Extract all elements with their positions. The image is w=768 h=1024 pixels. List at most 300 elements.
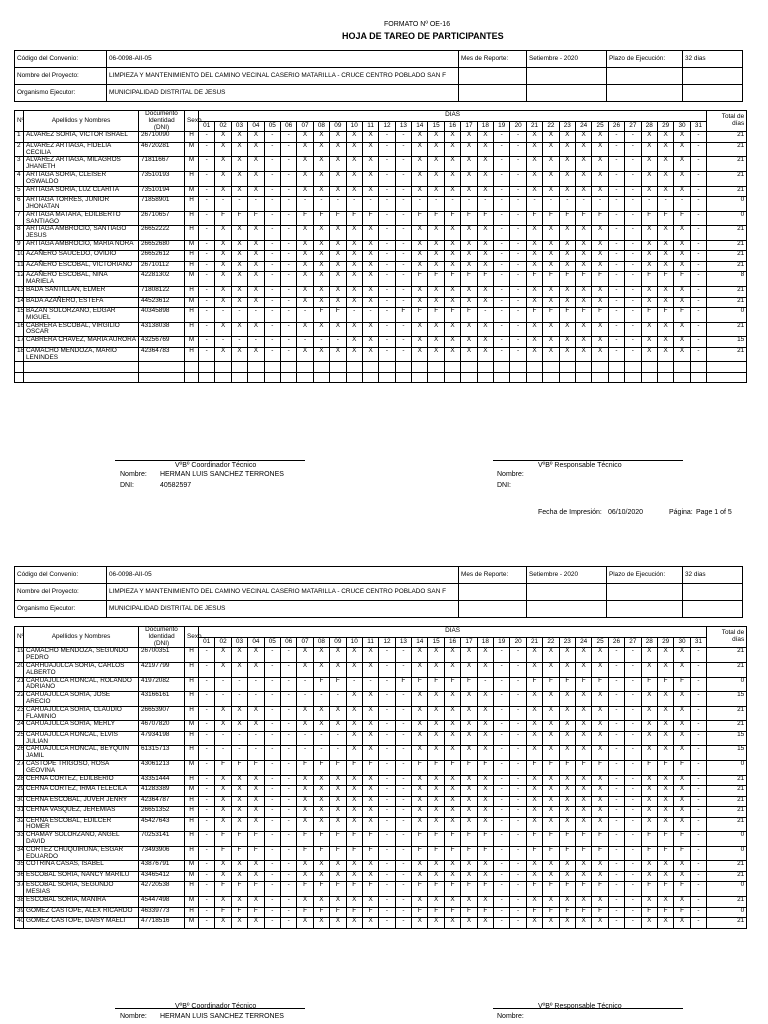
day-cell: - <box>625 786 641 797</box>
day-cell: X <box>559 706 575 721</box>
day-cell: - <box>690 211 706 226</box>
day-cell: X <box>346 721 362 732</box>
day-cell: - <box>494 240 510 251</box>
row-sex: H <box>185 882 199 897</box>
day-cell: X <box>674 786 690 797</box>
day-cell: - <box>625 172 641 187</box>
day-cell: X <box>526 337 542 348</box>
day-cell: X <box>215 347 231 362</box>
day-cell: X <box>362 871 378 882</box>
day-cell: F <box>362 907 378 918</box>
day-cell: - <box>494 706 510 721</box>
day-cell: X <box>428 648 444 663</box>
day-cell: - <box>264 871 280 882</box>
day-cell: - <box>494 297 510 308</box>
day-cell: - <box>494 861 510 872</box>
project-header-page2 <box>14 566 743 618</box>
day-cell: X <box>444 142 460 157</box>
day-cell: X <box>215 918 231 929</box>
day-cell: F <box>362 761 378 776</box>
day-cell: - <box>379 157 395 172</box>
day-cell: X <box>657 142 673 157</box>
day-cell: - <box>690 871 706 882</box>
day-cell: X <box>297 240 313 251</box>
day-cell: X <box>231 347 247 362</box>
row-number: 17 <box>15 337 24 348</box>
row-total: 21 <box>707 297 747 308</box>
row-dni: 41972082 <box>139 677 185 692</box>
day-cell: - <box>264 662 280 677</box>
day-cell: X <box>592 186 608 197</box>
day-cell: X <box>641 871 657 882</box>
day-cell: - <box>625 297 641 308</box>
row-sex: H <box>185 796 199 807</box>
day-header: 03 <box>231 637 247 648</box>
day-cell: - <box>494 817 510 832</box>
row-total: 21 <box>707 142 747 157</box>
day-cell: - <box>690 796 706 807</box>
day-cell: X <box>231 817 247 832</box>
day-cell: X <box>526 775 542 786</box>
row-sex: H <box>185 706 199 721</box>
day-cell: - <box>231 746 247 761</box>
day-cell: F <box>592 882 608 897</box>
day-cell: F <box>674 211 690 226</box>
day-cell: - <box>625 775 641 786</box>
day-cell: X <box>461 775 477 786</box>
day-cell: - <box>199 692 215 707</box>
table-row <box>15 731 747 746</box>
day-cell: X <box>297 786 313 797</box>
row-number: 27 <box>15 761 24 776</box>
day-cell: X <box>657 322 673 337</box>
col-documento: Documento Identidad (DNI) <box>139 627 185 648</box>
row-total: 21 <box>707 918 747 929</box>
day-cell: X <box>444 746 460 761</box>
day-header: 20 <box>510 121 526 132</box>
day-cell: F <box>215 832 231 847</box>
day-cell: X <box>641 796 657 807</box>
day-cell: X <box>477 648 493 663</box>
day-cell: X <box>412 337 428 348</box>
day-cell: X <box>477 322 493 337</box>
day-cell: X <box>412 775 428 786</box>
day-cell: F <box>559 272 575 287</box>
day-cell: X <box>641 261 657 272</box>
day-cell: - <box>395 240 411 251</box>
day-cell: X <box>559 721 575 732</box>
day-cell: X <box>313 287 329 298</box>
day-cell: - <box>395 746 411 761</box>
day-cell: F <box>477 846 493 861</box>
day-cell: F <box>461 272 477 287</box>
day-cell: - <box>608 261 624 272</box>
day-cell: X <box>215 251 231 262</box>
row-total: 21 <box>707 706 747 721</box>
day-cell: - <box>608 132 624 143</box>
day-cell: - <box>379 677 395 692</box>
day-cell: F <box>641 677 657 692</box>
day-header: 30 <box>674 121 690 132</box>
day-cell: X <box>444 157 460 172</box>
row-number: 13 <box>15 287 24 298</box>
day-cell: F <box>313 761 329 776</box>
day-cell: X <box>444 786 460 797</box>
day-cell: - <box>379 786 395 797</box>
day-cell: - <box>494 322 510 337</box>
row-name: CARUAJULCA RONCAL, ELVIS JULIAN <box>24 731 139 746</box>
day-cell: X <box>559 337 575 348</box>
day-cell: X <box>592 226 608 241</box>
day-cell: X <box>362 172 378 187</box>
day-cell: X <box>313 918 329 929</box>
day-cell: F <box>477 832 493 847</box>
table-row <box>15 211 747 226</box>
day-cell: F <box>313 211 329 226</box>
attendance-table-page2 <box>14 626 747 929</box>
day-cell: - <box>280 287 296 298</box>
label-proyecto: Nombre del Proyecto: <box>15 68 107 85</box>
day-cell: X <box>412 918 428 929</box>
row-dni: 45447498 <box>139 897 185 908</box>
day-cell: F <box>313 846 329 861</box>
row-sex: H <box>185 731 199 746</box>
day-cell: - <box>280 662 296 677</box>
day-cell: - <box>494 157 510 172</box>
day-header: 23 <box>559 637 575 648</box>
row-name: BAZAN SOLORZANO, EDGAR MIGUEL <box>24 308 139 323</box>
day-cell: X <box>215 186 231 197</box>
day-cell: - <box>280 172 296 187</box>
day-cell: - <box>297 308 313 323</box>
day-cell: X <box>297 287 313 298</box>
day-cell: X <box>559 918 575 929</box>
day-cell: X <box>346 240 362 251</box>
day-cell: X <box>346 132 362 143</box>
day-cell: X <box>592 775 608 786</box>
day-cell: X <box>231 240 247 251</box>
day-cell: F <box>592 761 608 776</box>
col-total: Total de días <box>707 111 747 132</box>
row-name: BADA AZAÑERO, ESTEFA <box>24 297 139 308</box>
day-cell: - <box>379 775 395 786</box>
row-number: 39 <box>15 907 24 918</box>
day-cell: F <box>248 211 264 226</box>
row-number: 24 <box>15 721 24 732</box>
day-cell: X <box>657 172 673 187</box>
table-row <box>15 197 747 212</box>
day-cell: - <box>510 142 526 157</box>
day-cell: - <box>510 761 526 776</box>
day-cell: X <box>477 775 493 786</box>
day-cell: F <box>412 308 428 323</box>
day-cell: F <box>657 308 673 323</box>
day-cell: - <box>608 761 624 776</box>
day-cell: X <box>231 897 247 908</box>
day-cell: X <box>412 347 428 362</box>
day-cell: X <box>297 796 313 807</box>
day-cell: X <box>477 871 493 882</box>
day-cell: - <box>264 746 280 761</box>
day-header: 21 <box>526 637 542 648</box>
day-cell: - <box>280 775 296 786</box>
day-cell: X <box>641 322 657 337</box>
table-row <box>15 882 747 897</box>
day-cell: F <box>313 677 329 692</box>
day-cell: - <box>280 261 296 272</box>
day-cell: X <box>313 897 329 908</box>
day-cell: X <box>526 172 542 187</box>
day-cell: F <box>362 846 378 861</box>
row-sex: H <box>185 832 199 847</box>
day-cell: - <box>379 807 395 818</box>
day-cell: X <box>657 186 673 197</box>
day-cell: - <box>510 692 526 707</box>
day-cell: - <box>690 817 706 832</box>
day-cell: F <box>526 211 542 226</box>
day-cell: X <box>641 786 657 797</box>
day-cell: - <box>510 186 526 197</box>
day-cell: X <box>526 871 542 882</box>
day-cell: X <box>575 746 591 761</box>
day-cell: X <box>477 186 493 197</box>
day-cell: X <box>428 337 444 348</box>
day-cell: X <box>248 287 264 298</box>
day-cell: - <box>510 347 526 362</box>
table-row <box>15 172 747 187</box>
day-cell: - <box>625 308 641 323</box>
day-cell: F <box>330 211 346 226</box>
day-cell: X <box>215 297 231 308</box>
row-name: ESCOBAL SORIA, NANCY MARILU <box>24 871 139 882</box>
day-cell: X <box>657 297 673 308</box>
day-cell: - <box>477 197 493 212</box>
day-cell: - <box>330 197 346 212</box>
row-dni: 42364787 <box>139 796 185 807</box>
day-cell: X <box>592 132 608 143</box>
day-cell: - <box>608 731 624 746</box>
day-cell: X <box>297 897 313 908</box>
day-cell: F <box>412 907 428 918</box>
day-cell: X <box>559 775 575 786</box>
day-cell: X <box>428 226 444 241</box>
day-cell: - <box>199 706 215 721</box>
row-total: 0 <box>707 761 747 776</box>
row-name: CERNA CORTEZ, IRMA TELECILA <box>24 786 139 797</box>
row-sex: H <box>185 677 199 692</box>
day-cell: X <box>428 786 444 797</box>
day-cell: X <box>641 918 657 929</box>
day-cell: F <box>412 882 428 897</box>
day-cell: X <box>461 706 477 721</box>
day-cell: X <box>575 186 591 197</box>
day-cell: X <box>330 251 346 262</box>
day-cell: - <box>330 692 346 707</box>
day-cell: X <box>559 142 575 157</box>
day-cell: F <box>313 832 329 847</box>
day-cell: X <box>231 142 247 157</box>
day-cell: - <box>215 308 231 323</box>
row-sex: M <box>185 297 199 308</box>
day-header: 29 <box>657 121 673 132</box>
day-cell: F <box>592 677 608 692</box>
day-cell: - <box>690 775 706 786</box>
day-cell: X <box>297 775 313 786</box>
day-cell: - <box>264 186 280 197</box>
day-cell: F <box>592 832 608 847</box>
row-dni: 41283389 <box>139 786 185 797</box>
table-row <box>15 186 747 197</box>
day-cell: X <box>461 240 477 251</box>
day-cell: - <box>280 308 296 323</box>
day-cell: - <box>231 692 247 707</box>
day-cell: X <box>444 132 460 143</box>
day-cell: - <box>199 721 215 732</box>
day-cell: - <box>510 132 526 143</box>
day-cell: - <box>608 746 624 761</box>
day-cell: X <box>412 706 428 721</box>
value-codigo: 06-0098-AII-05 <box>107 51 459 68</box>
day-cell: - <box>264 817 280 832</box>
day-cell: X <box>477 817 493 832</box>
day-header: 17 <box>461 121 477 132</box>
day-cell: X <box>526 261 542 272</box>
day-cell: X <box>428 807 444 818</box>
row-total: 21 <box>707 861 747 872</box>
day-cell: - <box>264 287 280 298</box>
day-cell: X <box>674 775 690 786</box>
day-cell: - <box>444 197 460 212</box>
day-cell: - <box>510 786 526 797</box>
day-cell: - <box>395 907 411 918</box>
day-cell: X <box>313 226 329 241</box>
day-cell: - <box>264 775 280 786</box>
day-cell: - <box>608 157 624 172</box>
day-header: 30 <box>674 637 690 648</box>
day-cell: - <box>379 211 395 226</box>
day-cell: - <box>330 731 346 746</box>
row-dni: 26700351 <box>139 648 185 663</box>
day-cell: - <box>264 796 280 807</box>
day-cell: X <box>313 157 329 172</box>
day-cell: - <box>280 211 296 226</box>
row-number: 30 <box>15 796 24 807</box>
day-cell: - <box>313 731 329 746</box>
day-cell: X <box>559 871 575 882</box>
day-cell: X <box>559 786 575 797</box>
day-cell: - <box>280 322 296 337</box>
day-cell: X <box>592 746 608 761</box>
day-cell: X <box>575 817 591 832</box>
day-cell: X <box>248 132 264 143</box>
day-cell: - <box>215 692 231 707</box>
row-total: 0 <box>707 211 747 226</box>
day-cell: F <box>559 832 575 847</box>
day-cell: X <box>412 746 428 761</box>
day-cell: X <box>346 251 362 262</box>
day-cell: - <box>690 746 706 761</box>
day-cell: - <box>395 226 411 241</box>
row-number: 21 <box>15 677 24 692</box>
day-cell: - <box>608 240 624 251</box>
day-cell: X <box>575 662 591 677</box>
day-cell: - <box>510 796 526 807</box>
day-cell: - <box>510 871 526 882</box>
day-cell: X <box>477 731 493 746</box>
value-proyecto: LIMPIEZA Y MANTENIMIENTO DEL CAMINO VECINAL CASERIO MATARILLA - CRUCE CENTRO POBLADO SAN F <box>107 68 459 85</box>
day-header: 01 <box>199 121 215 132</box>
day-cell: F <box>412 846 428 861</box>
day-cell: X <box>346 662 362 677</box>
label-mes-2: Mes de Reporte: <box>459 567 527 584</box>
day-cell: X <box>428 287 444 298</box>
day-cell: - <box>608 226 624 241</box>
day-cell: X <box>674 706 690 721</box>
row-sex: M <box>185 142 199 157</box>
day-cell: - <box>526 197 542 212</box>
responsable-dni-label: DNI: <box>497 482 511 489</box>
day-cell: - <box>494 211 510 226</box>
day-header: 31 <box>690 637 706 648</box>
row-sex: M <box>185 861 199 872</box>
day-cell: F <box>444 832 460 847</box>
day-cell: - <box>199 261 215 272</box>
day-cell: X <box>346 172 362 187</box>
day-cell: X <box>444 172 460 187</box>
day-cell: F <box>575 211 591 226</box>
day-cell: F <box>297 846 313 861</box>
day-cell: X <box>215 648 231 663</box>
row-number: 8 <box>15 226 24 241</box>
row-dni: 26710112 <box>139 261 185 272</box>
nombre-label-2: Nombre: <box>120 1013 147 1020</box>
day-cell: X <box>444 662 460 677</box>
day-cell: X <box>592 157 608 172</box>
day-cell: - <box>510 882 526 897</box>
day-cell: X <box>297 721 313 732</box>
day-cell: X <box>657 157 673 172</box>
day-cell: X <box>477 861 493 872</box>
day-cell: X <box>330 706 346 721</box>
day-cell: - <box>199 897 215 908</box>
day-cell: X <box>559 297 575 308</box>
day-cell: X <box>641 692 657 707</box>
day-cell: F <box>674 907 690 918</box>
row-sex: M <box>185 786 199 797</box>
day-cell: - <box>510 897 526 908</box>
day-cell: X <box>231 662 247 677</box>
day-cell: X <box>461 662 477 677</box>
day-cell: F <box>395 308 411 323</box>
day-cell: X <box>543 786 559 797</box>
day-cell: F <box>575 308 591 323</box>
day-cell: F <box>674 677 690 692</box>
row-total: 21 <box>707 226 747 241</box>
day-cell: X <box>412 648 428 663</box>
day-cell: X <box>362 226 378 241</box>
day-cell: - <box>199 197 215 212</box>
day-cell: - <box>395 807 411 818</box>
day-cell: - <box>690 907 706 918</box>
day-cell: F <box>346 907 362 918</box>
day-cell: X <box>362 240 378 251</box>
table-row <box>15 706 747 721</box>
day-cell: X <box>248 172 264 187</box>
day-cell: - <box>690 132 706 143</box>
day-cell: X <box>313 786 329 797</box>
day-cell: X <box>592 731 608 746</box>
attendance-table-page1 <box>14 110 747 383</box>
